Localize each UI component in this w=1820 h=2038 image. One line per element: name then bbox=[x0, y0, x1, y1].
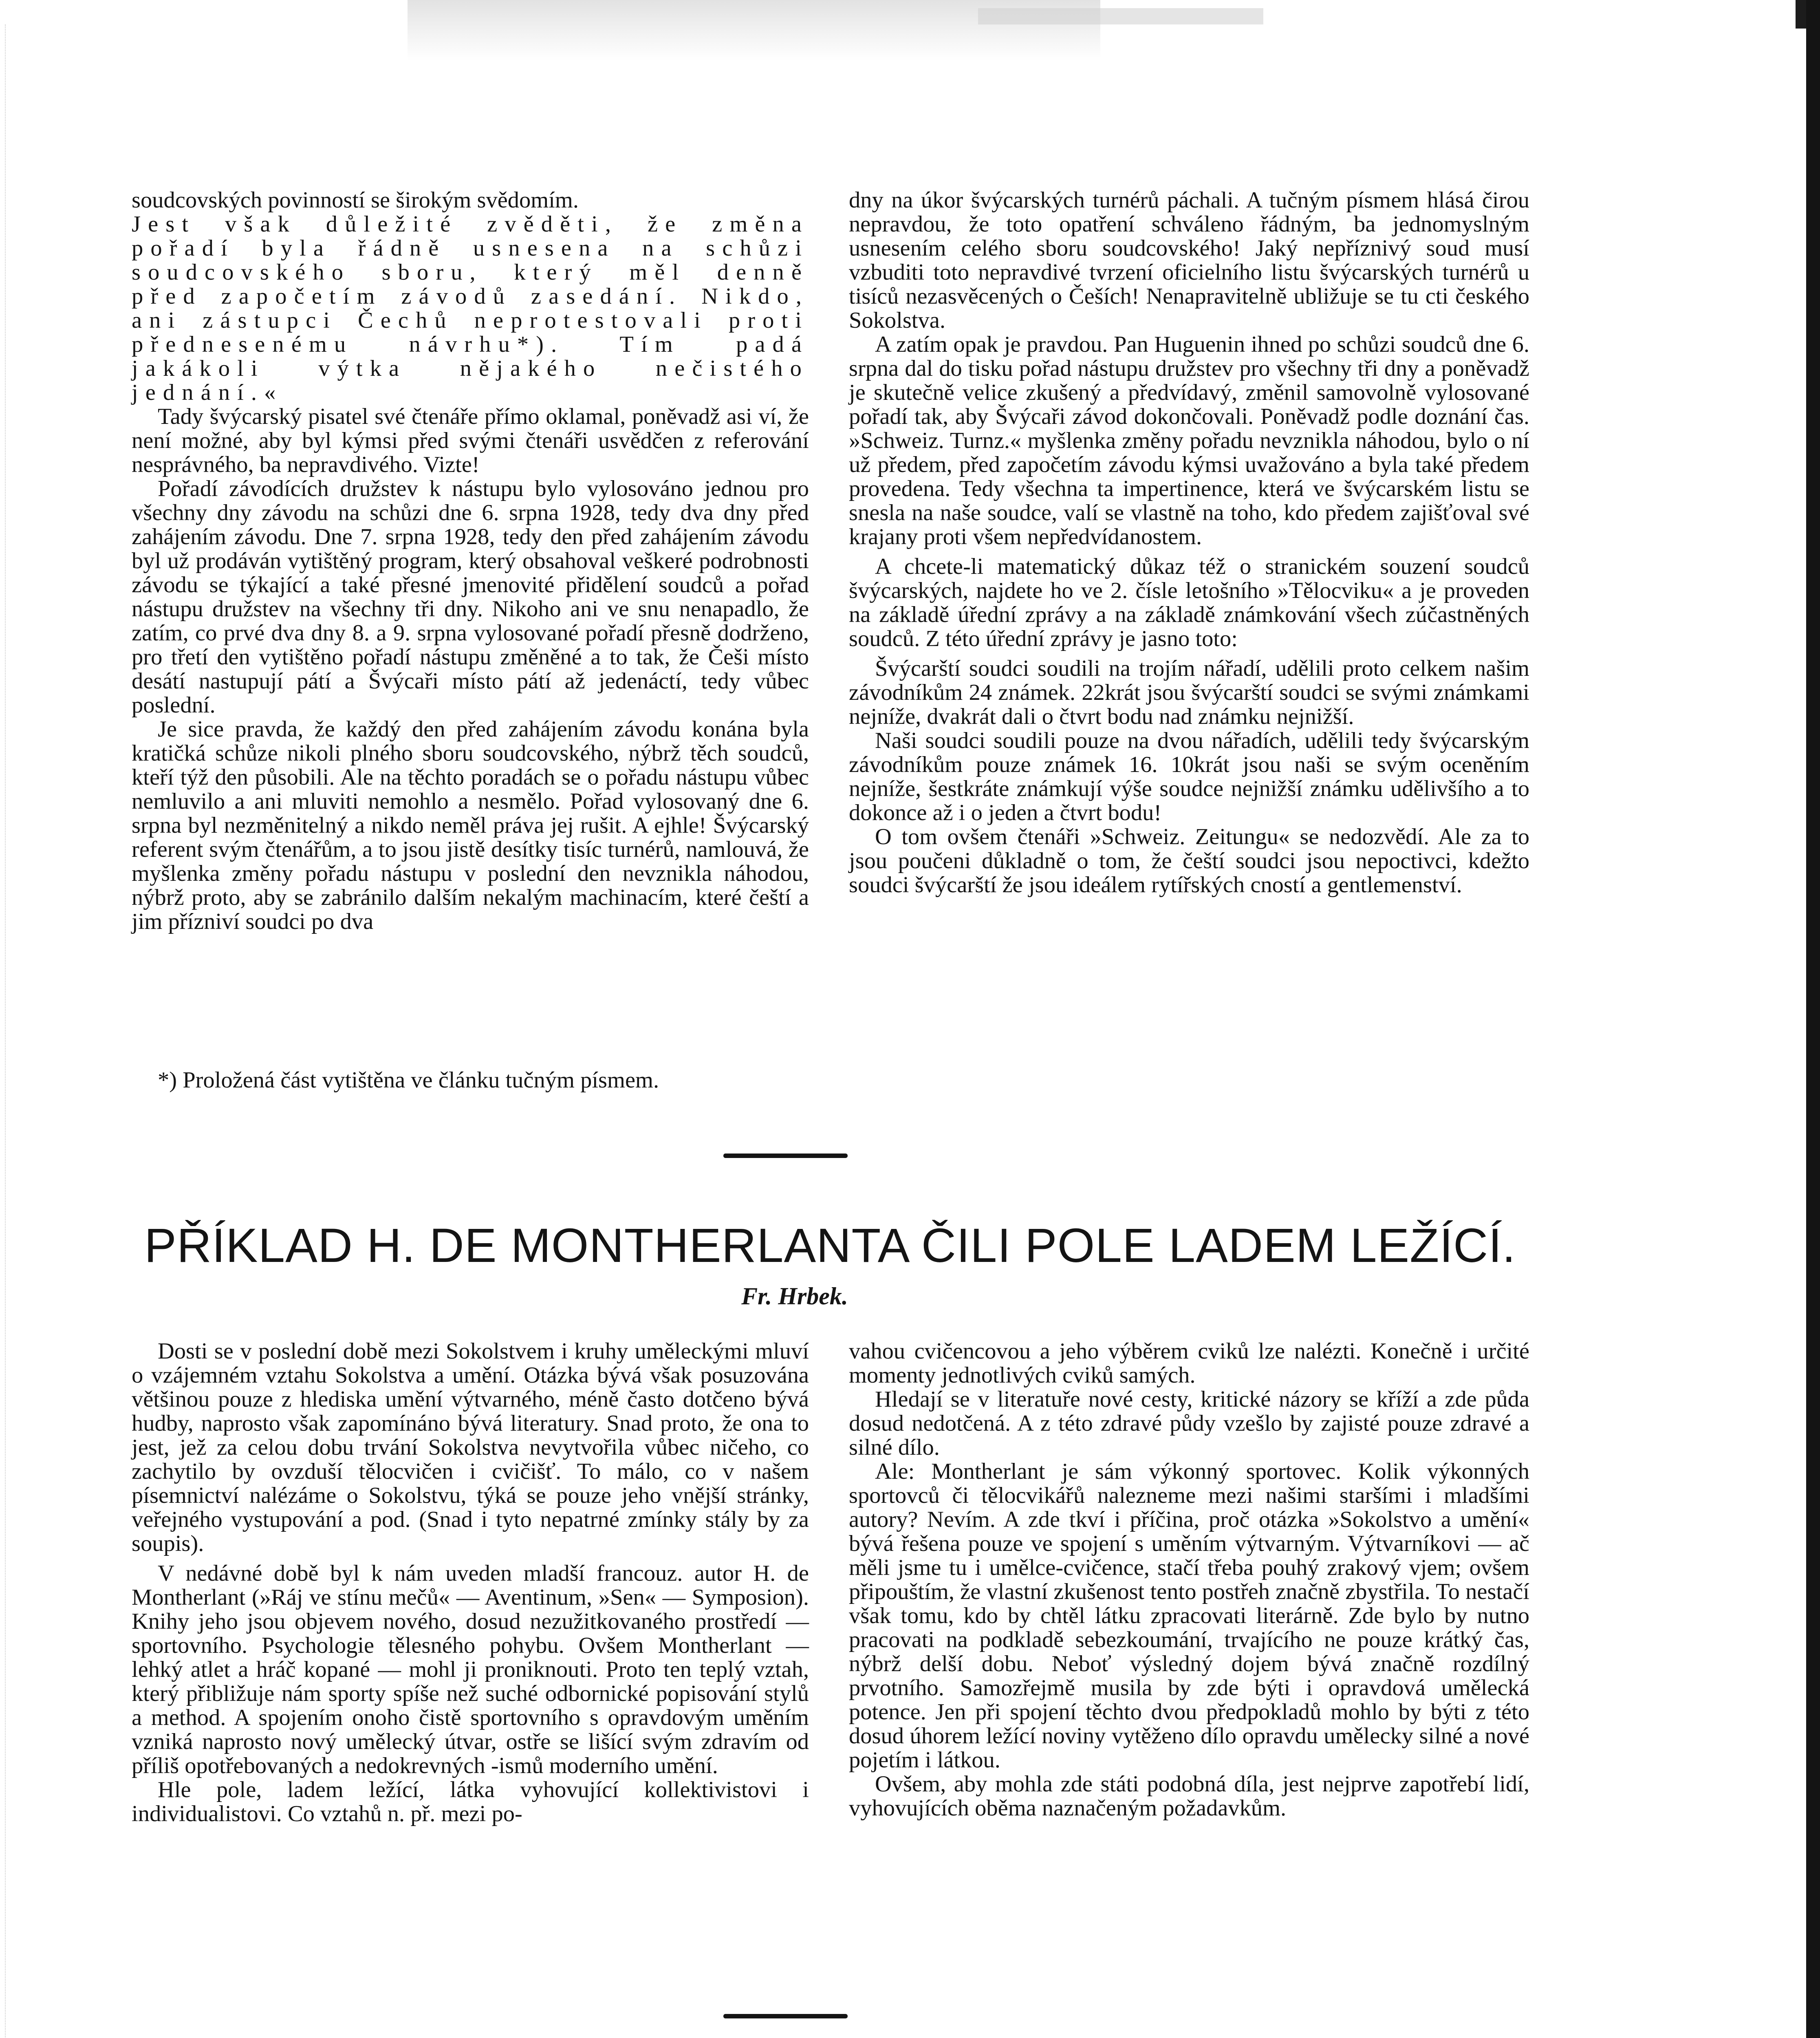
paragraph-spaced: Jest však důležité zvěděti, že změna pořadí byla řádně usnesena na schůzi soudcovského sboru, který měl denně před započetím závodů zasedání. Nikdo, ani zástupci Čechů neprotestovali proti přednesenému návrhu*). Tím padá jakákoli výtka nějakého nečistého jednání.« bbox=[132, 212, 809, 405]
article2-column-left bbox=[132, 1339, 809, 1826]
paragraph: soudcovských povinností se širokým svědomím. bbox=[132, 187, 579, 213]
paragraph: Naši soudci soudili pouze na dvou nářadích, udělili tedy švýcarským závodníkům pouze známek 16. 10krát jsou naši se svým oceněním nejníže, šestkráte známkují výše soudce nejnižší známku udělivšího a to dokonce až i o jeden a čtvrt bodu! bbox=[849, 728, 1529, 825]
article2-column-right bbox=[849, 1339, 1529, 1820]
paragraph: O tom ovšem čtenáři »Schweiz. Zeitungu« se nedozvědí. Ale za to jsou poučeni důkladně o tom, že čeští soudci jsou nepoctivci, kdežto soudci švýcarští že jsou ideálem rytířských cností a gentlemenství. bbox=[849, 824, 1529, 898]
paragraph: Ovšem, aby mohla zde státi podobná díla, jest nejprve zapotřebí lidí, vyhovujících oběma naznačeným požadavkům. bbox=[849, 1771, 1529, 1821]
paragraph: Švýcarští soudci soudili na trojím nářadí, udělili proto celkem našim závodníkům 24 známek. 22krát jsou švýcarští soudci se svými známkami nejníže, dvakrát dali o čtvrt bodu nad známku nejnižší. bbox=[849, 656, 1529, 729]
article1-column-left bbox=[132, 188, 809, 934]
article1-column-right bbox=[849, 188, 1529, 897]
footnote-text: *) Proložená část vytištěna ve článku tučným písmem. bbox=[158, 1068, 659, 1093]
paragraph: dny na úkor švýcarských turnérů páchali. A tučným písmem hlásá čirou nepravdou, že toto opatření schváleno řádným, ba jednomyslným usnesením celého sboru soudcovského! Jaký nepříznivý soud musí vzbuditi toto nepravdivé tvrzení oficielního listu švýcarských turnérů u tisíců nezasvěcených o Češích! Nenapravitelně ubližuje se tu cti českého Sokolstva. bbox=[849, 187, 1529, 333]
scan-right-edge bbox=[1806, 0, 1820, 2038]
paragraph: vahou cvičencovou a jeho výběrem cviků lze nalézti. Konečně i určité momenty jednotlivých cviků samých. bbox=[849, 1339, 1529, 1388]
paragraph: Dosti se v poslední době mezi Sokolstvem i kruhy uměleckými mluví o vzájemném vztahu Sokolstva a umění. Otázka bývá však posuzována většinou pouze z hlediska umění výtvarného, méně často dotčeno bývá hudby, naprosto však zapomínáno bývá literatury. Snad proto, že ona to jest, jež za celou dobu trvání Sokolstva nevytvořila vůbec ničeho, co zachytilo by ovzduší tělocvičen i cvičišť. To málo, co v našem písemnictví nalézáme o Sokolstvu, týká se pouze jeho vnější stránky, veřejného vystupování a pod. (Snad i tyto nepatrné zmínky stály by za soupis). bbox=[132, 1339, 809, 1556]
paragraph: A zatím opak je pravdou. Pan Huguenin ihned po schůzi soudců dne 6. srpna dal do tisku pořad nástupu družstev pro všechny tři dny a poněvadž je skutečně velice zkušený a předvídavý, změnil samovolně vylosované pořadí tak, aby Švýcaři závod dokončovali. Poněvadž podle doznání čas. »Schweiz. Turnz.« myšlenka změny pořadu nevznikla náhodou, bylo o ní už předem, před započetím závodu kýmsi uvažováno a byla také předem provedena. Tedy všechna ta impertinence, která ve švýcarském listu se snesla na naše soudce, valí se vlastně na toho, kdo předem zajišťoval své krajany proti všem nepředvídanostem. bbox=[849, 332, 1529, 549]
end-rule bbox=[723, 2014, 848, 2018]
paragraph: Tady švýcarský pisatel své čtenáře přímo oklamal, poněvadž asi ví, že není možné, aby byl kýmsi před svými čtenáři usvědčen z referování nesprávného, ba nepravdivého. Vizte! bbox=[132, 404, 809, 477]
scan-right-edge-cap bbox=[1796, 0, 1806, 29]
scan-top-mark bbox=[978, 8, 1263, 24]
paragraph: Hle pole, ladem ležící, látka vyhovující kollektivistovi i individualistovi. Co vztahů n. př. mezi po- bbox=[132, 1777, 809, 1826]
article-author: Fr. Hrbek. bbox=[741, 1283, 848, 1310]
article-title: PŘÍKLAD H. DE MONTHERLANTA ČILI POLE LADEM LEŽÍCÍ. bbox=[144, 1219, 1516, 1273]
paragraph: V nedávné době byl k nám uveden mladší francouz. autor H. de Montherlant (»Ráj ve stínu mečů« — Aventinum, »Sen« — Symposion). Knihy jeho jsou objevem nového, dosud nezužitkovaného prostředí — sportovního. Psychologie tělesného pohybu. Ovšem Montherlant — lehký atlet a hráč kopané — mohl ji proniknouti. Proto ten teplý vztah, který přibližuje nám sporty spíše než suché odbornické popisování stylů a method. A spojením onoho čistě sportovního s opravdovým uměním vzniká naprosto nový umělecký útvar, ostře se lišící svým zdravím od příliš opotřebovaných a nedokrevných -ismů moderního umění. bbox=[132, 1561, 809, 1778]
paragraph: Ale: Montherlant je sám výkonný sportovec. Kolik výkonných sportovců či tělocvikářů nalezneme mezi našimi staršími i mladšími autory? Nevím. A zde tkví i příčina, proč otázka »Sokolstvo a umění« bývá řešena pouze ve spojení s uměním výtvarným. Výtvarníkovi — ač měli jsme tu i umělce-cvičence, stačí třeba pouhý zrakový vjem; ovšem připouštím, že vlastní zkušenost tento postřeh značně zbystřila. To nestačí však tomu, kdo by chtěl látku zpracovati literárně. Zde bylo by nutno pracovati na podkladě sebezkoumání, trvajícího ne pouze krátký čas, nýbrž delší dobu. Neboť výsledný dojem bývá značně rozdílný prvotního. Samozřejmě musila by zde býti i opravdová umělecká potence. Jen při spojení těchto dvou předpokladů mohlo by býti z této dosud úhorem ležící noviny vytěženo dílo opravdu umělecky silné a nové pojetím i látkou. bbox=[849, 1459, 1529, 1773]
paragraph: Pořadí závodících družstev k nástupu bylo vylosováno jednou pro všechny dny závodu na schůzi dne 6. srpna 1928, tedy dva dny před zahájením závodu. Dne 7. srpna 1928, tedy den před zahájením závodu byl už prodáván vytištěný program, který obsahoval veškeré podrobnosti závodu se týkající a také přesné jmenovité přidělení soudců a pořad nástupu družstev na všechny tři dny. Nikoho ani ve snu nenapadlo, že zatím, co prvé dva dny 8. a 9. srpna vylosované pořadí přesně dodrženo, pro třetí den vytištěno pořadí nástupu změněné a to tak, že Češi místo desátí nastupují pátí a Švýcaři místo pátí až jedenáctí, tedy vůbec poslední. bbox=[132, 476, 809, 718]
scan-left-edge bbox=[5, 24, 11, 2038]
paragraph: A chcete-li matematický důkaz též o stranickém souzení soudců švýcarských, najdete ho ve 2. čísle letošního »Tělocviku« a je proveden na základě úřední zprávy a na základě známkování všech zúčastněných soudců. Z této úřední zprávy je jasno toto: bbox=[849, 554, 1529, 651]
separator-rule bbox=[723, 1154, 848, 1158]
paragraph: Hledají se v literatuře nové cesty, kritické názory se kříží a zde půda dosud nedotčená. A z této zdravé půdy vzešlo by zajisté pouze zdravé a silné dílo. bbox=[849, 1387, 1529, 1460]
footnote bbox=[132, 1068, 810, 1092]
paragraph: Je sice pravda, že každý den před zahájením závodu konána byla kratičká schůze nikoli plného sboru soudcovského, nýbrž těch soudců, kteří týž den působili. Ale na těchto poradách se o pořadu nástupu vůbec nemluvilo a ani mluviti nemohlo a nesmělo. Pořad vylosovaný dne 6. srpna byl nezměnitelný a nikdo neměl práva jej rušit. A ejhle! Švýcarský referent svým čtenářům, a to jsou jistě desítky tisíc turnérů, namlouvá, že myšlenka změny pořadu nástupu v poslední den nevznikla náhodou, nýbrž proto, aby se zabránilo dalším nekalým machinacím, které čeští a jim přízniví soudci po dva bbox=[132, 717, 809, 934]
